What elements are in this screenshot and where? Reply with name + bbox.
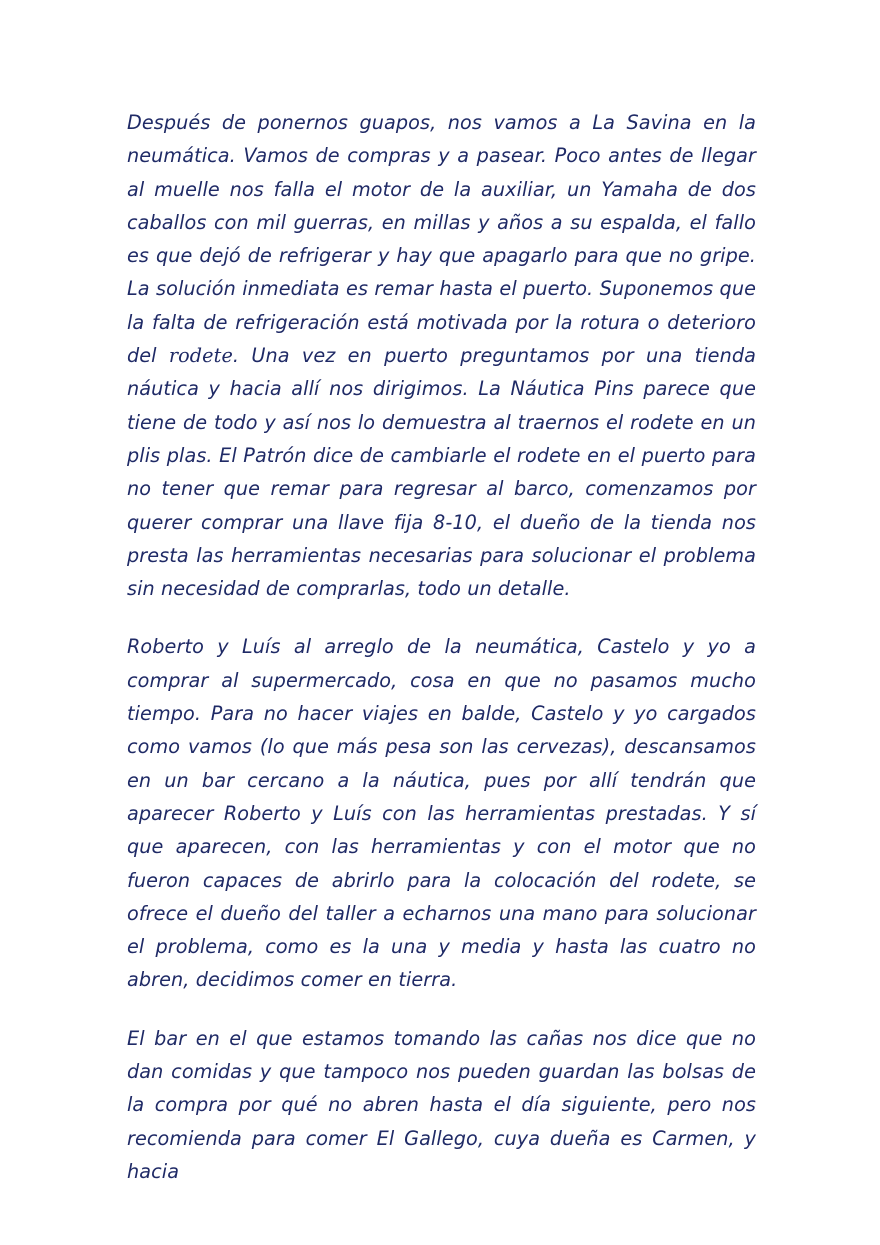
document-page xyxy=(127,106,756,1188)
paragraph-1 xyxy=(127,106,756,605)
paragraph-3: El bar en el que estamos tomando las cañas nos dice que no dan comidas y que tampoco nos pueden guardan las bolsas de la compra por qué no abren hasta el día siguiente, pero nos recomienda para comer El Gallego, cuya dueña es Carmen, y hacia xyxy=(127,1026,756,1183)
paragraph-1-text-after: . Una vez en puerto preguntamos por una tienda náutica y hacia allí nos dirigimos. La Náutica Pins parece que tiene de todo y así nos lo demuestra al traernos el rodete en un plis plas. El Patrón dice de cambiarle el rodete en el puerto para no tener que remar para regresar al barco, comenzamos por querer comprar una llave fija 8-10, el dueño de la tienda nos presta las herramientas necesarias para solucionar el problema sin necesidad de comprarlas, todo un detalle. xyxy=(127,344,756,601)
paragraph-1-term: rodete xyxy=(168,344,233,368)
paragraph-2: Roberto y Luís al arreglo de la neumática, Castelo y yo a comprar al supermercado, cosa en que no pasamos mucho tiempo. Para no hacer viajes en balde, Castelo y yo cargados como vamos (lo que más pesa son las cervezas), descansamos en un bar cercano a la náutica, pues por allí tendrán que aparecer Roberto y Luís con las herramientas prestadas. Y sí que aparecen, con las herramientas y con el motor que no fueron capaces de abrirlo para la colocación del rodete, se ofrece el dueño del taller a echarnos una mano para solucionar el problema, como es la una y media y hasta las cuatro no abren, decidimos comer en tierra. xyxy=(127,635,756,992)
paragraph-1-text-before: Después de ponernos guapos, nos vamos a La Savina en la neumática. Vamos de compras y a pasear. Poco antes de llegar al muelle nos falla el motor de la auxiliar, un Yamaha de dos caballos con mil guerras, en millas y años a su espalda, el fallo es que dejó de refrigerar y hay que apagarlo para que no gripe. La solución inmediata es remar hasta el puerto. Suponemos que la falta de refrigeración está motivada por la rotura o deterioro del xyxy=(127,111,756,368)
